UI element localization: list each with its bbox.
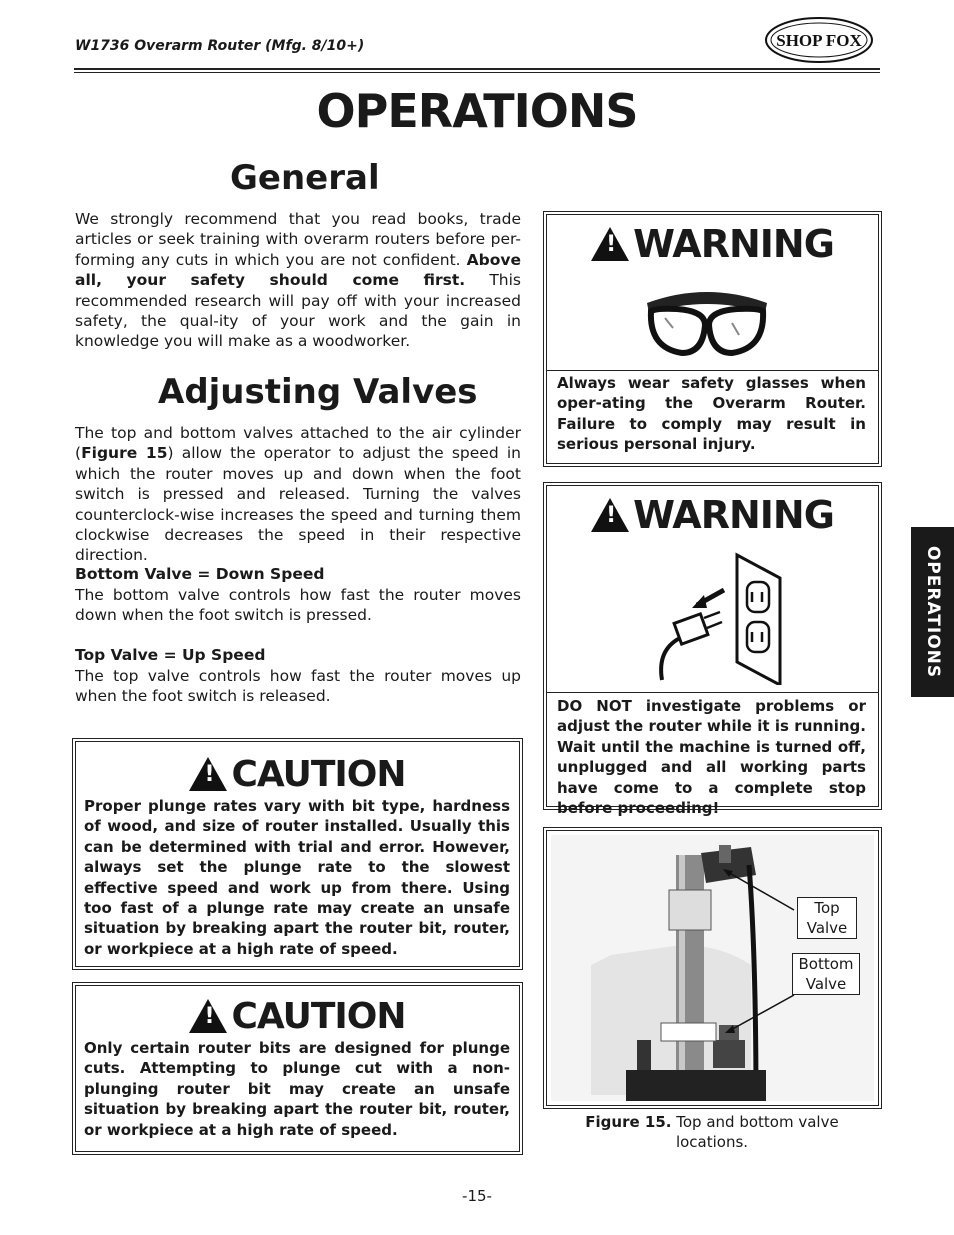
side-tab-label: OPERATIONS bbox=[922, 545, 943, 679]
logo-text: SHOP FOX bbox=[776, 31, 862, 50]
warning-signal bbox=[547, 494, 878, 536]
warning-text: Always wear safety glasses when oper-ating the Overarm Router. Failure to comply may result in serious personal injury. bbox=[557, 374, 866, 454]
warning-text: DO NOT investigate problems or adjust the router while it is running. Wait until the machine is turned off, unplugged and all working parts have come to a complete stop before proceeding! bbox=[557, 697, 866, 818]
caution-box-plunge-bits bbox=[75, 985, 520, 1152]
warning-box-unplug bbox=[546, 485, 879, 818]
adjusting-body-a: The top and bottom valves attached to the air cylinder ( bbox=[75, 424, 521, 463]
document-header-title: W1736 Overarm Router (Mfg. 8/10+) bbox=[75, 38, 365, 54]
header-rule bbox=[74, 68, 880, 70]
caution-signal bbox=[76, 996, 519, 1036]
warning-triangle-icon: ! bbox=[591, 227, 629, 261]
figure-caption bbox=[576, 1112, 848, 1152]
caution-box-plunge-rates bbox=[75, 741, 520, 967]
caution-signal bbox=[76, 754, 519, 794]
general-heading: General bbox=[230, 158, 380, 198]
warning-label: WARNING bbox=[633, 493, 834, 537]
figure-caption-text: Top and bottom valve locations. bbox=[675, 1113, 839, 1151]
adjusting-body-b: ) allow the operator to adjust the speed in which the router moves up and down when the foot switch is pressed and released. Turning the valves counterclock-wise increases the speed and turning them clockwise decreases the speed in their respective direction. bbox=[75, 444, 521, 565]
header-rule-thin bbox=[74, 72, 880, 73]
caution-label: CAUTION bbox=[231, 753, 406, 795]
bottom-valve-title: Bottom Valve = Down Speed bbox=[75, 565, 325, 583]
general-body-1: We strongly recommend that you read books, trade articles or seek training with overarm routers before per-forming any cuts in which you are not confident. bbox=[75, 210, 521, 269]
top-valve-title: Top Valve = Up Speed bbox=[75, 646, 266, 664]
general-body-bold: Above all, your safety should come first. bbox=[75, 250, 521, 290]
general-paragraph bbox=[75, 209, 521, 352]
top-valve-body: The top valve controls how fast the router moves up when the foot switch is released. bbox=[75, 667, 521, 706]
safety-glasses-icon bbox=[637, 273, 777, 363]
caution-text: Only certain router bits are designed for plunge cuts. Attempting to plunge cut with a non-plunging router bit may create an unsafe situation by breaking apart the router bit, router, or workpiece at a high rate of speed. bbox=[84, 1039, 510, 1139]
unplug-cord-icon bbox=[652, 550, 782, 685]
figure-reference: Figure 15 bbox=[81, 444, 168, 463]
page-title: OPERATIONS bbox=[316, 84, 638, 138]
top-valve-label: Top Valve bbox=[797, 897, 857, 939]
caution-label: CAUTION bbox=[231, 995, 406, 1037]
section-side-tab bbox=[911, 527, 954, 697]
bottom-valve-body: The bottom valve controls how fast the router moves down when the foot switch is pressed. bbox=[75, 586, 521, 625]
bottom-valve-label: Bottom Valve bbox=[792, 953, 860, 995]
warning-signal bbox=[547, 223, 878, 265]
warning-box-safety-glasses bbox=[546, 214, 879, 464]
caution-text: Proper plunge rates vary with bit type, hardness of wood, and size of router installed. Usually this can be determined with trial and error. However, always set the plunge rate to the slowest effective speed and work up from there. Using too fast of a plunge rate may create an unsafe situation by breaking apart the router bit, router, or workpiece at a high rate of speed. bbox=[84, 797, 510, 958]
divider bbox=[547, 370, 878, 371]
warning-triangle-icon: ! bbox=[189, 999, 227, 1033]
adjusting-paragraph bbox=[75, 423, 521, 566]
warning-triangle-icon: ! bbox=[591, 498, 629, 532]
adjusting-valves-heading: Adjusting Valves bbox=[158, 372, 478, 412]
shop-fox-logo bbox=[764, 14, 874, 66]
page-number: -15- bbox=[462, 1187, 492, 1205]
divider bbox=[547, 692, 878, 693]
warning-triangle-icon: ! bbox=[189, 757, 227, 791]
general-body-2: This recommended research will pay off with your increased safety, the qual-ity of your work and the gain in knowledge you will make as a woodworker. bbox=[75, 271, 521, 351]
figure-caption-label: Figure 15. bbox=[585, 1113, 672, 1131]
figure-15-photo-frame bbox=[546, 830, 879, 1106]
warning-label: WARNING bbox=[633, 222, 834, 266]
